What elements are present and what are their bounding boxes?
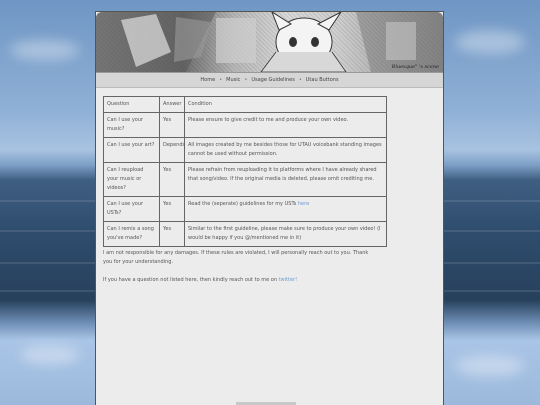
table-row: [104, 163, 387, 197]
condition-text: Read the (seperate) guidelines for my USTs: [188, 201, 298, 207]
ust-guidelines-link[interactable]: here: [297, 201, 310, 207]
column-header-condition: Condition: [185, 97, 387, 113]
usage-guidelines-table: [103, 96, 387, 247]
column-header-question: Question: [104, 97, 160, 113]
table-row: [104, 197, 387, 222]
answer-cell: Yes: [160, 113, 185, 138]
table-header-row: [104, 97, 387, 113]
sky-cloud: [10, 40, 80, 60]
header-banner: [96, 12, 443, 72]
twitter-link[interactable]: twitter!: [278, 277, 298, 283]
sky-cloud: [455, 30, 525, 54]
nav-utau-buttons[interactable]: Utau Buttons: [305, 77, 339, 83]
nav-usage-guidelines[interactable]: Usage Guidelines: [251, 77, 295, 83]
condition-cell: Please ensure to give credit to me and produce your own video.: [185, 113, 387, 138]
nav-music[interactable]: Music: [226, 77, 241, 83]
main-content: [103, 96, 433, 285]
answer-cell: Yes: [160, 163, 185, 197]
answer-cell: Yes: [160, 197, 185, 222]
table-row: [104, 222, 387, 247]
table-row: [104, 113, 387, 138]
answer-cell: Yes: [160, 222, 185, 247]
column-header-answer: Answer: [160, 97, 185, 113]
question-cell: Can I remix a song you've made?: [104, 222, 160, 247]
question-cell: Can I reupload your music or videos?: [104, 163, 160, 197]
sky-cloud: [455, 355, 525, 377]
condition-cell: [185, 197, 387, 222]
disclaimer-text: I am not responsible for any damages. If these rules are violated, I will personally reach out to you. Thank you for your understanding.: [103, 250, 369, 265]
condition-cell: Please refrain from reuploading it to platforms where I have already shared that song/video. If the original media is deleted, please omit crediting me.: [185, 163, 387, 197]
question-cell: Can I use your USTs?: [104, 197, 160, 222]
condition-cell: All images created by me besides those for UTAU voicebank standing images cannot be used without permission.: [185, 138, 387, 163]
question-cell: Can I use your music?: [104, 113, 160, 138]
question-cell: Can I use your art?: [104, 138, 160, 163]
nav-separator: •: [244, 77, 248, 83]
nav-home[interactable]: Home: [200, 77, 216, 83]
table-row: [104, 138, 387, 163]
nav-separator: •: [219, 77, 223, 83]
page-container: [96, 12, 443, 405]
contact-text: [103, 276, 433, 285]
contact-prefix: If you have a question not listed here, then kindly reach out to me on: [103, 277, 279, 283]
top-nav: [96, 72, 443, 88]
sky-cloud: [20, 345, 80, 365]
banner-signature: Bluesque" 's scene: [391, 64, 439, 70]
answer-cell: Depends: [160, 138, 185, 163]
nav-separator: •: [298, 77, 302, 83]
condition-cell: Similar to the first guideline, please make sure to produce your own video! (I would be happy if you @/mentioned me in it): [185, 222, 387, 247]
banner-artwork: [96, 12, 443, 72]
